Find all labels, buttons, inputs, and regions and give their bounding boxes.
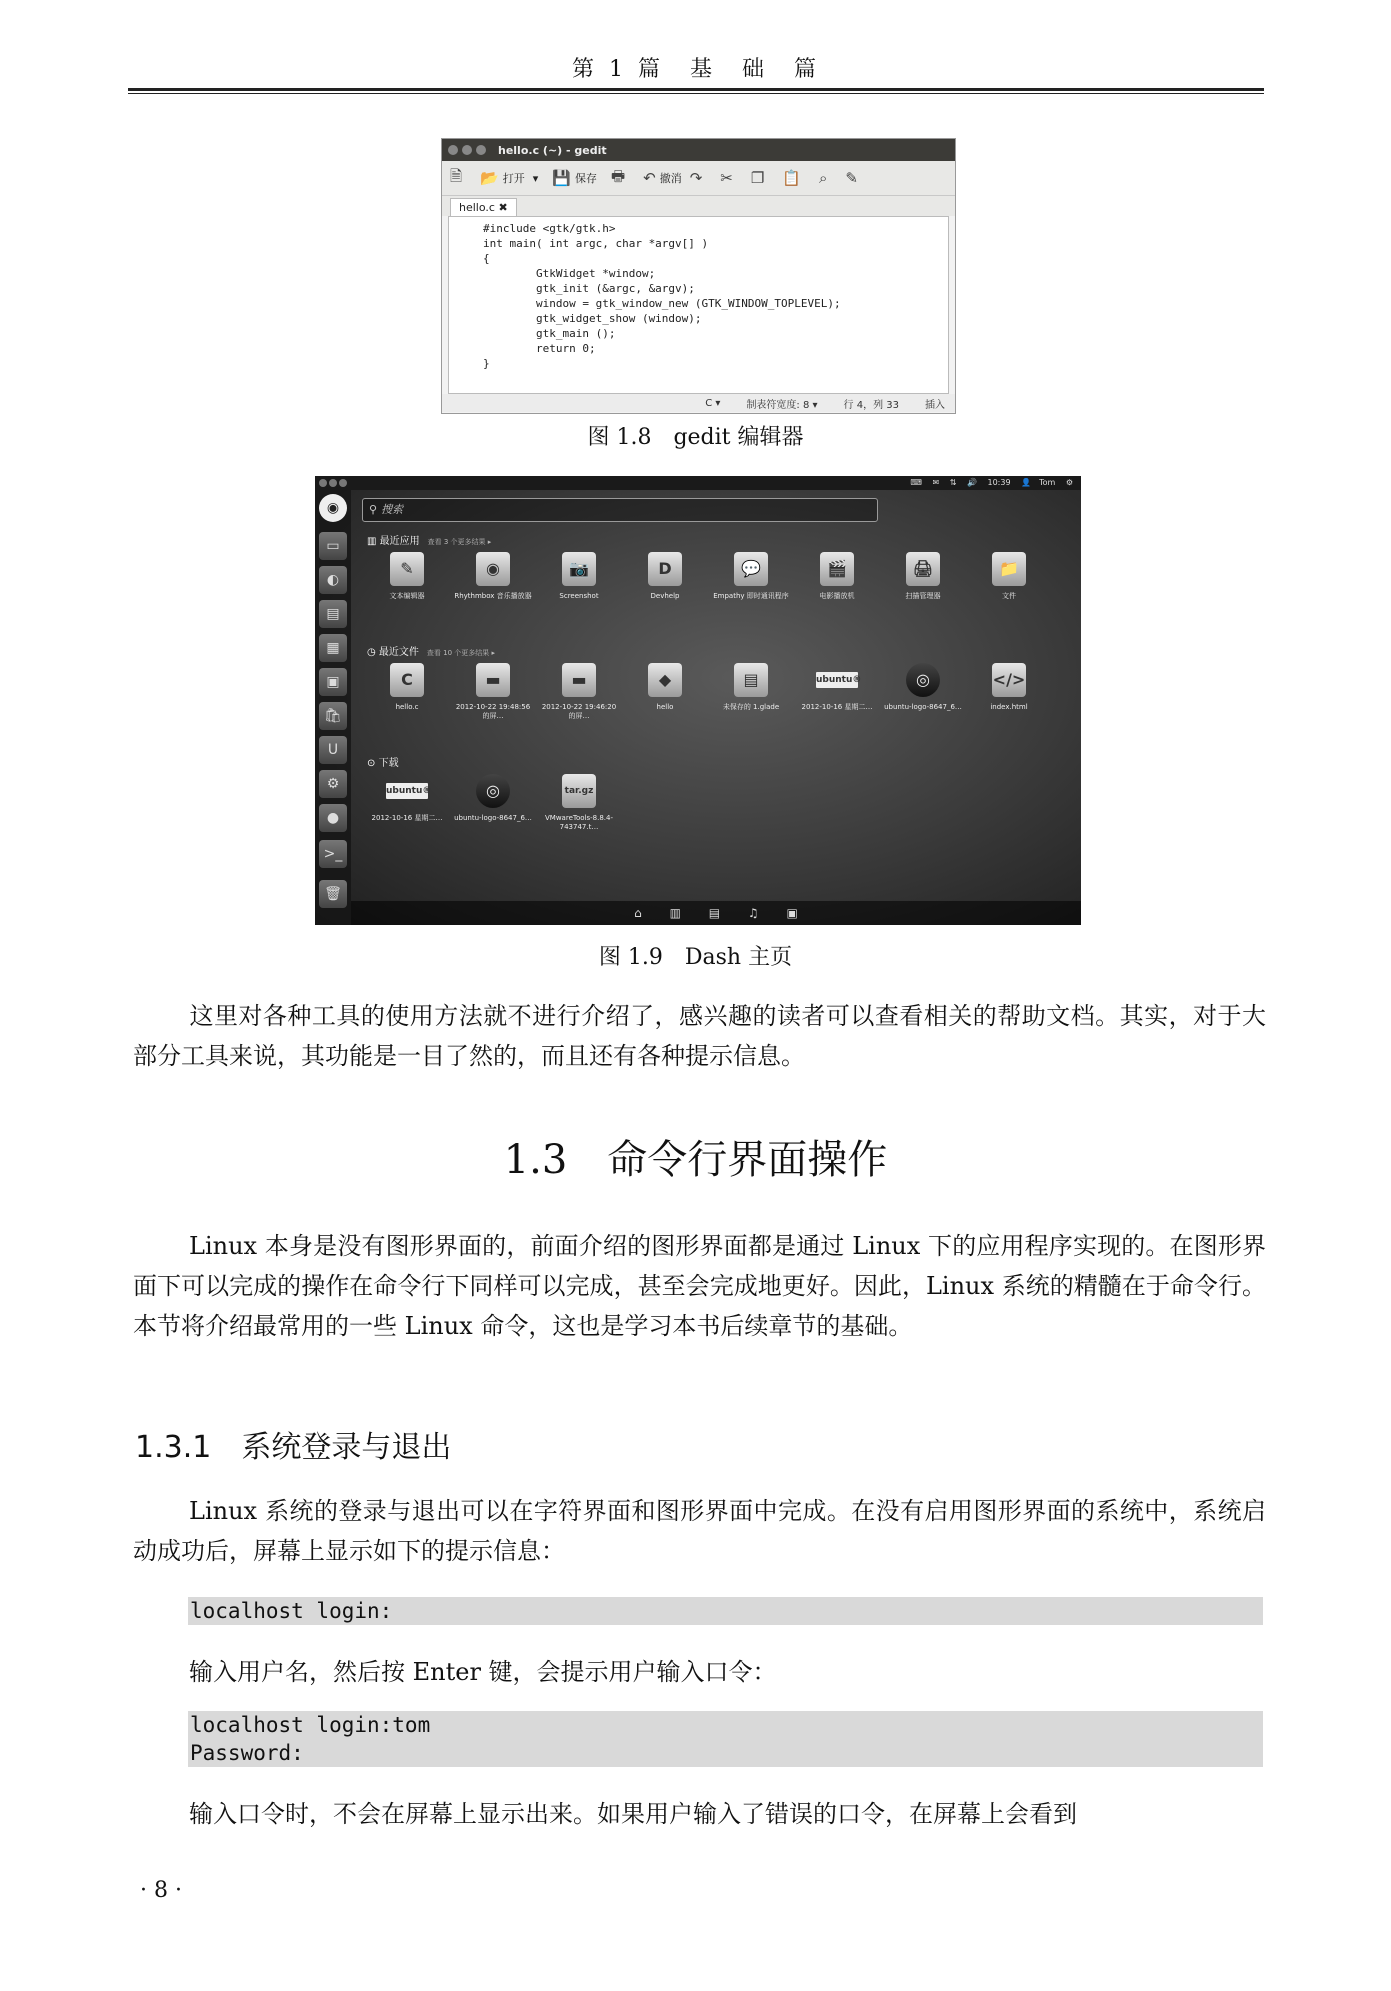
apps-icon: ▥ <box>367 536 377 547</box>
minimize-icon[interactable] <box>462 145 472 155</box>
section-title: 1.3 命令行界面操作 <box>503 1137 888 1183</box>
download-item-label: 2012-10-16 星期二… <box>371 814 443 822</box>
tab-hello-c[interactable] <box>450 198 517 216</box>
download-item-label: VMwareTools-8.8.4-743747.t… <box>545 814 613 831</box>
ubuntu-one-icon[interactable]: U <box>319 736 347 764</box>
gedit-editor[interactable] <box>448 216 949 394</box>
paragraph <box>133 1226 1266 1346</box>
download-item[interactable] <box>453 774 533 823</box>
subsection-title: 1.3.1 系统登录与退出 <box>135 1430 452 1465</box>
print-button[interactable] <box>611 166 629 191</box>
save-button[interactable] <box>552 169 597 187</box>
file-item-icon: ▬ <box>476 663 510 697</box>
lens-bar <box>351 901 1081 925</box>
undo-icon: ↶ <box>643 169 656 187</box>
music-icon[interactable]: ♫ <box>747 906 759 920</box>
paragraph <box>133 1652 1266 1692</box>
gedit-window <box>441 138 956 414</box>
app-item[interactable] <box>969 552 1049 601</box>
workspace-switcher-icon[interactable]: ● <box>319 804 347 832</box>
header-rule-thin <box>128 93 1264 94</box>
search-icon: ⚲ <box>369 503 378 516</box>
download-item-icon: tar.gz <box>562 774 596 808</box>
paragraph <box>133 1794 1266 1834</box>
file-item-icon: C <box>390 663 424 697</box>
figure-caption-1-8: 图 1.8 gedit 编辑器 <box>587 425 804 450</box>
category-label: 下载 <box>378 758 399 769</box>
calc-icon[interactable]: ▦ <box>319 634 347 662</box>
app-item-label: Devhelp <box>650 592 680 600</box>
paragraph-text: Linux 本身是没有图形界面的，前面介绍的图形界面都是通过 Linux 下的应用程序实现的。在图形界面下可以完成的操作在命令行下同样可以完成，甚至会完成地更好。因此，Linux 系统的精髓在于命令行。本节将介绍最常用的一些 Linux 命令，这也是学习本书后续章节的基础。 <box>133 1232 1266 1340</box>
search-input[interactable] <box>362 498 878 522</box>
app-item[interactable] <box>539 552 619 601</box>
open-label: 打开 <box>502 172 525 185</box>
figure-caption-1-9: 图 1.9 Dash 主页 <box>598 945 793 970</box>
file-item-icon: ▤ <box>734 663 768 697</box>
trash-icon[interactable]: 🗑 <box>319 880 347 908</box>
video-icon[interactable]: ▣ <box>786 906 798 920</box>
find-button[interactable] <box>819 169 831 187</box>
app-item-label: 文本编辑器 <box>389 592 425 600</box>
user-icon[interactable]: 👤 <box>1021 478 1032 487</box>
new-document-icon: 🗎 <box>450 166 463 185</box>
cursor-position: 行 4，列 33 <box>843 399 899 411</box>
file-item-icon: </> <box>992 663 1026 697</box>
code-line: localhost login: <box>190 1599 393 1623</box>
close-icon[interactable]: ✖ <box>498 201 508 214</box>
software-center-icon[interactable]: 🛍 <box>319 702 347 730</box>
app-item[interactable] <box>883 552 963 601</box>
insert-mode: 插入 <box>925 399 945 411</box>
close-icon[interactable] <box>319 479 327 487</box>
file-item[interactable] <box>367 663 447 712</box>
cut-button[interactable] <box>720 169 737 187</box>
launcher-workspace-icon[interactable]: ▭ <box>319 532 347 560</box>
file-item-label: hello <box>656 703 674 711</box>
file-item-icon: ◎ <box>906 663 940 697</box>
settings-icon[interactable]: ⚙ <box>319 770 347 798</box>
home-icon[interactable]: ⌂ <box>634 906 642 920</box>
app-item-icon: D <box>648 552 682 586</box>
gedit-toolbar <box>442 161 955 196</box>
paragraph-text: Linux 系统的登录与退出可以在字符界面和图形界面中完成。在没有启用图形界面的系统中，系统启动成功后，屏幕上显示如下的提示信息： <box>133 1497 1266 1565</box>
category-label: 最近文件 <box>378 647 419 658</box>
copy-icon: ❐ <box>750 169 765 187</box>
download-item[interactable] <box>539 774 619 832</box>
app-item-label: Rhythmbox 音乐播放器 <box>454 592 532 600</box>
more-results-link[interactable]: 查看 3 个更多结果 ▸ <box>427 538 492 546</box>
file-item-label: ubuntu-logo-8647_6… <box>884 703 962 711</box>
maximize-icon[interactable] <box>476 145 486 155</box>
download-item-icon: ◎ <box>476 774 510 808</box>
file-item-icon: ubuntu® <box>816 672 858 688</box>
cut-icon: ✂ <box>720 169 733 187</box>
file-item-label: 2012-10-22 19:48:56的屏… <box>455 703 531 720</box>
gear-icon[interactable]: ⚙ <box>1065 478 1073 487</box>
firefox-icon[interactable]: ◐ <box>319 566 347 594</box>
user-name[interactable]: Tom <box>1039 478 1056 487</box>
category-downloads[interactable] <box>367 754 399 769</box>
search-placeholder: 搜索 <box>381 503 404 516</box>
copy-button[interactable] <box>751 169 768 187</box>
file-item-label: hello.c <box>395 703 419 711</box>
new-button[interactable] <box>450 166 466 191</box>
app-item[interactable] <box>453 552 533 601</box>
file-item-icon: ◆ <box>648 663 682 697</box>
app-item-icon: 🖨 <box>906 552 940 586</box>
close-icon[interactable] <box>448 145 458 155</box>
code-block <box>188 1711 1263 1767</box>
paragraph-text: 这里对各种工具的使用方法就不进行介绍了，感兴趣的读者可以查看相关的帮助文档。其实，对于大部分工具来说，其功能是一目了然的，而且还有各种提示信息。 <box>133 1002 1266 1070</box>
chevron-down-icon: ▾ <box>532 171 539 185</box>
category-label: 最近应用 <box>379 536 420 547</box>
app-item-icon: 📁 <box>992 552 1026 586</box>
window-controls <box>319 479 349 489</box>
ubuntu-logo-icon[interactable]: ◉ <box>319 494 347 522</box>
replace-button[interactable] <box>845 169 862 187</box>
download-icon: ⊙ <box>367 758 376 769</box>
save-label: 保存 <box>574 172 597 185</box>
maximize-icon[interactable] <box>339 479 347 487</box>
files-lens-icon[interactable]: ▤ <box>708 906 721 920</box>
file-item[interactable] <box>539 663 619 721</box>
language-selector[interactable]: C ▾ <box>705 397 721 409</box>
print-icon: 🖶 <box>610 166 626 185</box>
gedit-tabbar <box>442 196 955 216</box>
impress-icon[interactable]: ▣ <box>319 668 347 696</box>
file-item-icon: ▬ <box>562 663 596 697</box>
file-item[interactable] <box>711 663 791 712</box>
app-item[interactable] <box>711 552 791 601</box>
app-item-label: 扫描管理器 <box>905 592 941 600</box>
page-header: 第 1 篇 基 础 篇 <box>572 57 820 82</box>
app-item-label: Empathy 即时通讯程序 <box>713 592 789 600</box>
save-icon: 💾 <box>552 169 571 187</box>
replace-icon: ✎ <box>845 169 858 187</box>
volume-icon[interactable]: 🔊 <box>966 478 977 487</box>
ubuntu-dash <box>315 476 1081 925</box>
paste-icon: 📋 <box>782 169 802 187</box>
category-recent-files[interactable] <box>367 643 495 658</box>
app-item[interactable] <box>625 552 705 601</box>
app-item-icon: ✎ <box>390 552 424 586</box>
paragraph <box>133 996 1266 1076</box>
open-button[interactable] <box>480 169 538 187</box>
code-block <box>188 1597 1263 1625</box>
file-item[interactable] <box>625 663 705 712</box>
app-item-label: Screenshot <box>559 592 599 600</box>
redo-icon[interactable]: ↷ <box>689 169 703 187</box>
file-item-label: index.html <box>990 703 1028 711</box>
paragraph-text: 输入口令时，不会在屏幕上显示出来。如果用户输入了错误的口令，在屏幕上会看到 <box>189 1800 1077 1828</box>
header-rule <box>128 88 1264 91</box>
download-item-icon: ubuntu® <box>386 783 428 799</box>
file-item[interactable] <box>969 663 1049 712</box>
tab-width-selector[interactable]: 制表符宽度: 8 ▾ <box>746 399 818 411</box>
clock-icon: ◷ <box>367 647 376 658</box>
dash-topbar <box>315 476 1081 490</box>
mail-icon[interactable]: ✉ <box>932 478 940 487</box>
more-results-link[interactable]: 查看 10 个更多结果 ▸ <box>426 649 496 657</box>
file-item[interactable] <box>797 663 877 712</box>
code-text: #include <gtk/gtk.h> int main( int argc, char *argv[] ) { GtkWidget *window; gtk_init (&argc, &argv); window = gtk_window_new (GTK_WINDOW_TOPLEVEL); gtk_widget_show (window); gtk_main (); return 0; } <box>483 222 841 370</box>
keyboard-icon[interactable]: ⌨ <box>910 478 922 487</box>
paragraph <box>133 1491 1266 1571</box>
file-item-label: 2012-10-16 星期二… <box>801 703 873 711</box>
app-item[interactable] <box>797 552 877 601</box>
app-item-label: 文件 <box>1002 592 1016 600</box>
file-item-label: 未保存的 1.glade <box>722 703 780 711</box>
download-item-label: ubuntu-logo-8647_6… <box>454 814 532 822</box>
search-icon: ⌕ <box>819 169 828 187</box>
undo-label: 撤消 <box>659 172 682 185</box>
tab-label: hello.c <box>459 201 495 214</box>
gedit-statusbar <box>442 394 955 412</box>
app-item-icon: 🎬 <box>820 552 854 586</box>
page-number: · 8 · <box>140 1878 182 1903</box>
gedit-titlebar <box>442 139 955 161</box>
app-item-label: 电影播放机 <box>819 592 855 600</box>
app-item-icon: 💬 <box>734 552 768 586</box>
paste-button[interactable] <box>782 169 805 187</box>
code-line: Password: <box>190 1741 304 1765</box>
terminal-icon[interactable]: >_ <box>319 840 347 868</box>
clock[interactable]: 10:39 <box>987 478 1011 487</box>
file-item[interactable] <box>883 663 963 712</box>
launcher <box>315 490 351 925</box>
indicator-area <box>902 478 1073 487</box>
gedit-window-title: hello.c (~) - gedit <box>498 143 607 157</box>
minimize-icon[interactable] <box>329 479 337 487</box>
apps-lens-icon[interactable]: ▥ <box>669 906 681 920</box>
category-recent-apps[interactable] <box>367 532 491 547</box>
app-item-icon: 📷 <box>562 552 596 586</box>
file-item[interactable] <box>453 663 533 721</box>
open-icon: 📂 <box>480 169 499 187</box>
code-line: localhost login:tom <box>190 1713 431 1737</box>
download-item[interactable] <box>367 774 447 823</box>
network-icon[interactable]: ⇅ <box>949 478 957 487</box>
writer-icon[interactable]: ▤ <box>319 600 347 628</box>
app-item[interactable] <box>367 552 447 601</box>
file-item-label: 2012-10-22 19:46:20的屏… <box>541 703 617 720</box>
undo-button[interactable] <box>643 169 706 187</box>
paragraph-text: 输入用户名，然后按 Enter 键，会提示用户输入口令： <box>189 1658 777 1686</box>
app-item-icon: ◉ <box>476 552 510 586</box>
